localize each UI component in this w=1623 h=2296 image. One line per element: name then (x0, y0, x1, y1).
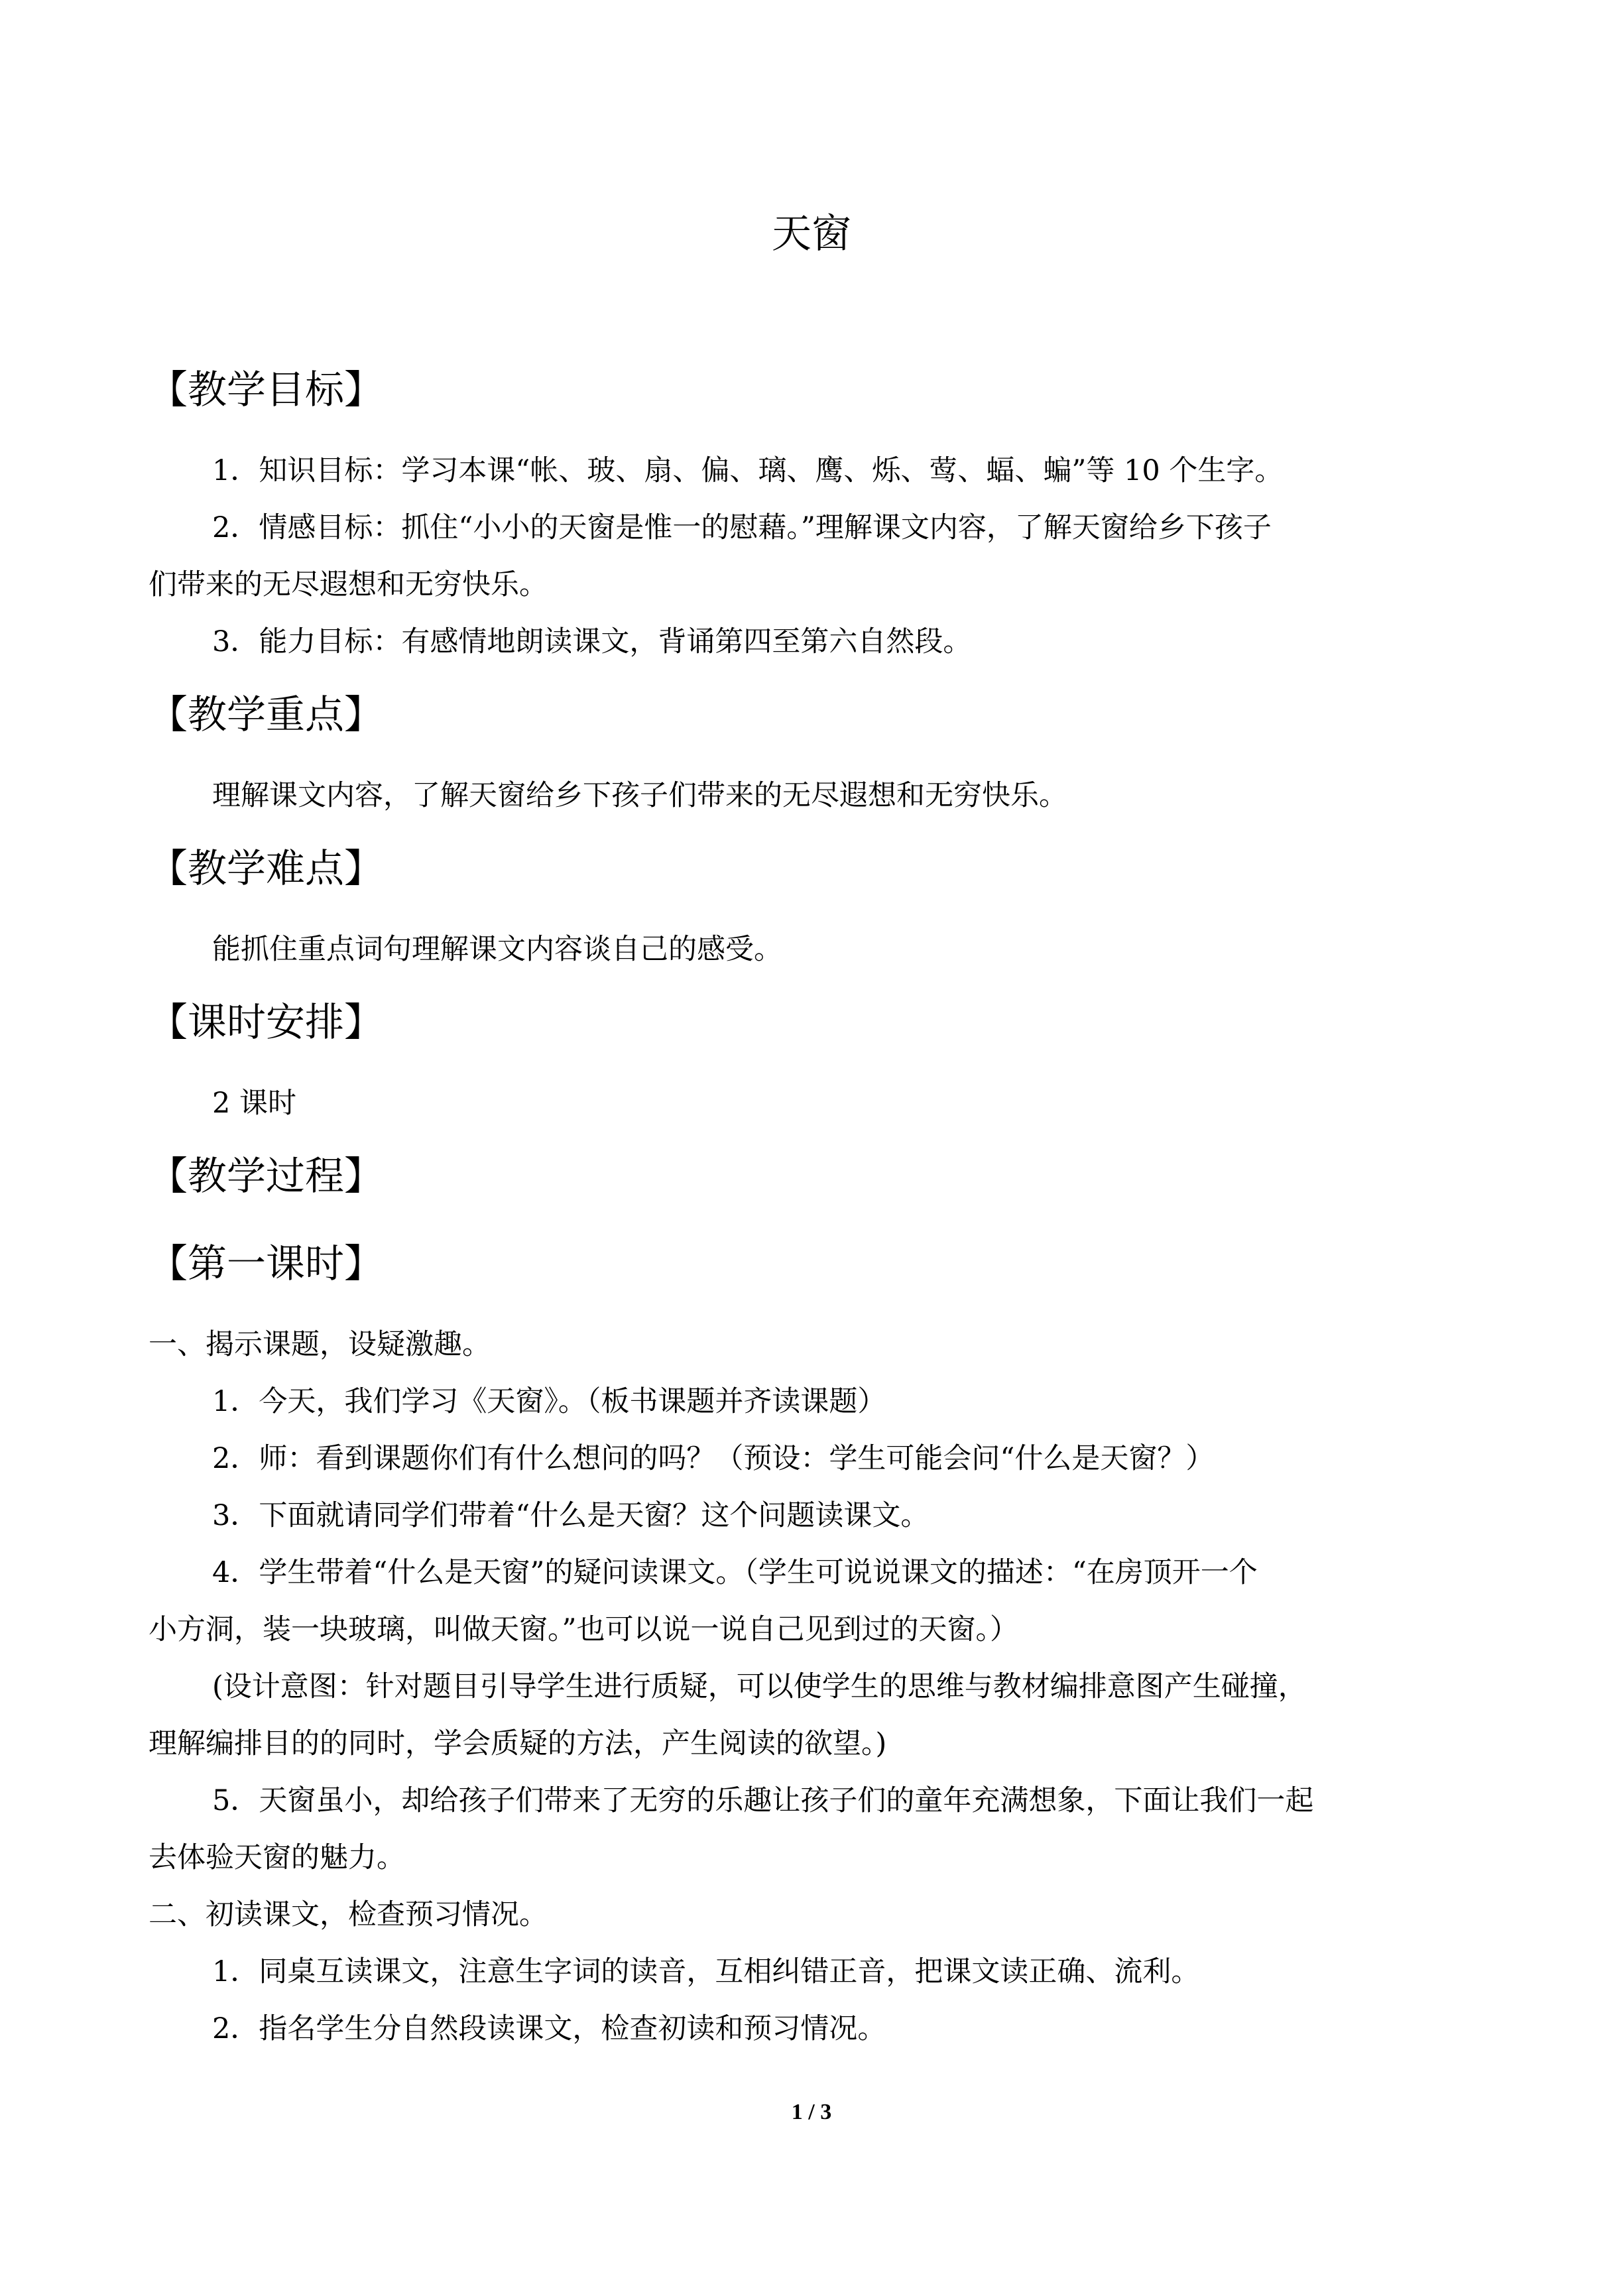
section1-line-5: 5．天窗虽小，却给孩子们带来了无穷的乐趣让孩子们的童年充满想象，下面让我们一起 (212, 1784, 1314, 1817)
section1-line-1: 1．今天，我们学习《天窗》。（板书课题并齐读课题） (212, 1385, 886, 1418)
schedule-text: 2 课时 (212, 1087, 297, 1120)
design-intent-line-1: (设计意图：针对题目引导学生进行质疑，可以使学生的思维与教材编排意图产生碰撞， (212, 1670, 1307, 1703)
page-title: 天窗 (772, 211, 851, 257)
section2-line-1: 1．同桌互读课文，注意生字词的读音，互相纠错正音，把课文读正确、流利。 (212, 1955, 1200, 1988)
section2-line-2: 2．指名学生分自然段读课文，检查初读和预习情况。 (212, 2012, 886, 2045)
section1-line-2: 2．师：看到课题你们有什么想问的吗？（预设：学生可能会问“什么是天窗？） (212, 1442, 1215, 1475)
objective-line-1: 1．知识目标：学习本课“帐、玻、扇、偏、璃、鹰、烁、莺、蝠、蝙”等 10 个生字。 (212, 454, 1284, 487)
schedule-heading: 【课时安排】 (149, 999, 384, 1045)
key-point-heading: 【教学重点】 (149, 692, 384, 737)
section1-line-3: 3．下面就请同学们带着“什么是天窗？这个问题读课文。 (212, 1499, 930, 1532)
objective-line-3: 3．能力目标：有感情地朗读课文，背诵第四至第六自然段。 (212, 625, 972, 658)
difficulty-heading: 【教学难点】 (149, 845, 384, 891)
difficulty-text: 能抓住重点词句理解课文内容谈自己的感受。 (212, 933, 782, 966)
section1-line-5-cont: 去体验天窗的魅力。 (149, 1841, 405, 1874)
section1-line-4: 4．学生带着“什么是天窗”的疑问读课文。（学生可说说课文的描述：“在房顶开一个 (212, 1556, 1258, 1589)
lesson1-heading: 【第一课时】 (149, 1240, 384, 1286)
objective-line-2: 2．情感目标：抓住“小小的天窗是惟一的慰藉。”理解课文内容，了解天窗给乡下孩子 (212, 511, 1272, 544)
section1-line-4-cont: 小方洞，装一块玻璃，叫做天窗。”也可以说一说自己见到过的天窗。） (149, 1613, 1018, 1646)
page-number: 1 / 3 (791, 2100, 832, 2124)
section1-title: 一、揭示课题，设疑激趣。 (149, 1328, 491, 1361)
objectives-heading: 【教学目标】 (149, 367, 384, 412)
key-point-text: 理解课文内容，了解天窗给乡下孩子们带来的无尽遐想和无穷快乐。 (212, 779, 1067, 812)
process-heading: 【教学过程】 (149, 1153, 384, 1199)
design-intent-line-2: 理解编排目的的同时，学会质疑的方法，产生阅读的欲望。) (149, 1727, 887, 1760)
objective-line-2-cont: 们带来的无尽遐想和无穷快乐。 (149, 568, 548, 601)
section2-title: 二、初读课文，检查预习情况。 (149, 1898, 548, 1931)
